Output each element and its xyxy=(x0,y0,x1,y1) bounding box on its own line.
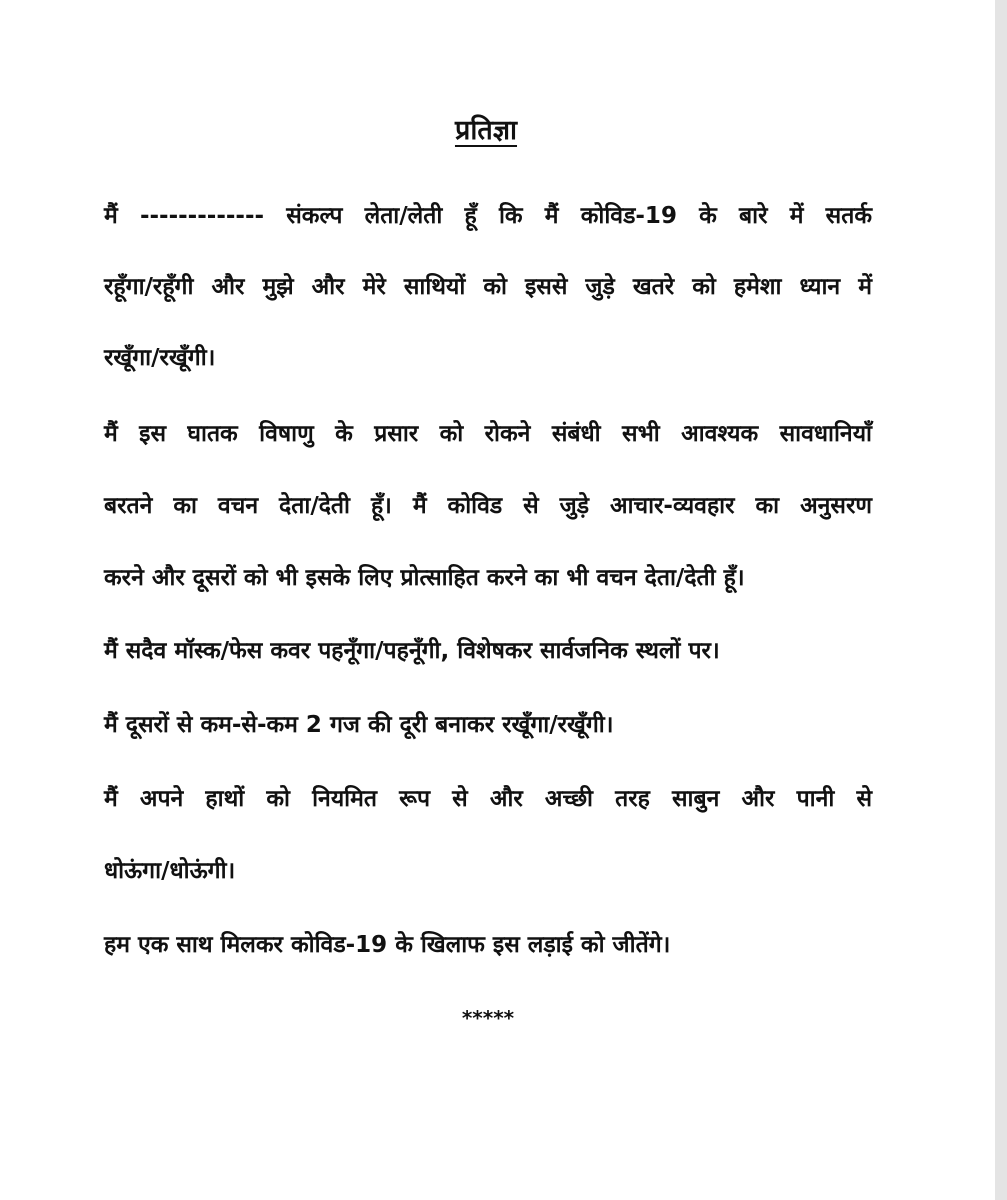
pledge-line-10: धोऊंगा/धोऊंगी। xyxy=(104,858,236,884)
end-marker: ***** xyxy=(461,1006,515,1030)
pledge-line-11: हम एक साथ मिलकर कोविड-19 के खिलाफ इस लड़ाई को जीतेंगे। xyxy=(104,932,671,958)
pledge-line-3: रखूँगा/रखूँगी। xyxy=(104,345,216,371)
pledge-line-7: मैं सदैव मॉस्क/फेस कवर पहनूँगा/पहनूँगी, विशेषकर सार्वजनिक स्थलों पर। xyxy=(104,638,720,664)
pledge-line-2: रहूँगा/रहूँगी और मुझे और मेरे साथियों को इससे जुड़े खतरे को हमेशा ध्यान में xyxy=(104,274,872,300)
pledge-line-1: मैं ------------- संकल्प लेता/लेती हूँ कि मैं कोविड-19 के बारे में सतर्क xyxy=(104,203,872,229)
pledge-line-6: करने और दूसरों को भी इसके लिए प्रोत्साहित करने का भी वचन देता/देती हूँ। xyxy=(104,565,745,591)
pledge-title: प्रतिज्ञा xyxy=(454,115,518,146)
pledge-line-4: मैं इस घातक विषाणु के प्रसार को रोकने संबंधी सभी आवश्यक सावधानियाँ xyxy=(104,421,872,447)
pledge-line-9: मैं अपने हाथों को नियमित रूप से और अच्छी तरह साबुन और पानी से xyxy=(104,786,872,812)
pledge-line-8: मैं दूसरों से कम-से-कम 2 गज की दूरी बनाकर रखूँगा/रखूँगी। xyxy=(104,712,614,738)
pledge-line-5: बरतने का वचन देता/देती हूँ। मैं कोविड से जुड़े आचार-व्यवहार का अनुसरण xyxy=(104,493,872,519)
